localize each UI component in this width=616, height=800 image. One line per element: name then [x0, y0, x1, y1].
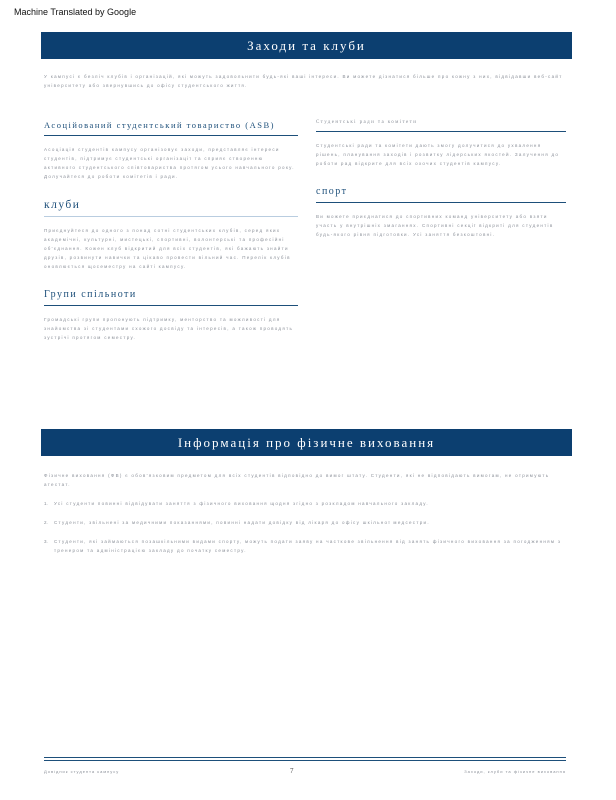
page-footer [44, 767, 566, 775]
section-heading: Групи спільноти [44, 289, 137, 300]
footer-rule [44, 760, 566, 761]
section-body: Асоціація студентів кампусу організовує заходи, представляє інтереси студентів, підтримує студентські організації та сприяє створенню активного студентського співтовариства протягом усього навчального року. Долучайтеся до роботи комітетів і ради. [44, 147, 295, 179]
pe-intro-paragraph: Фізичне виховання (ФВ) є обов'язковим предметом для всіх студентів відповідно до вимог штату. Студенти, які не відповідають вимогам, не отримують атестат. [44, 473, 550, 487]
section-divider [44, 135, 298, 136]
list-marker: 2. [44, 520, 48, 525]
pe-info-section [44, 471, 568, 565]
section-body: Студентські ради та комітети дають змогу долучитися до ухвалення рішень, планування заходів і розвитку лідерських якостей. Залучення до роботи рад відкрите для всіх охочих студентів кампусу. [316, 143, 560, 166]
events-clubs-banner: Заходи та клуби [41, 32, 572, 59]
pe-list [44, 499, 568, 555]
left-column [44, 120, 298, 360]
section-heading: Асоційований студентський товариство (ASB) [44, 120, 275, 130]
section-body: Громадські групи пропонують підтримку, менторство та можливості для знайомства зі студентами схожого досвіду та інтересів, а також проводять зустрічі протягом семестру. [44, 317, 294, 340]
intro-paragraph: У кампусі є безліч клубів і організацій, які можуть задовольнити будь-які ваші інтереси. Ви можете дізнатися більше про кожну з них, відвідавши веб-сайт університету або звернувшись до офісу студентського життя. [44, 74, 563, 88]
section-sports [316, 186, 566, 239]
physical-education-banner: Інформація про фізичне виховання [41, 429, 572, 456]
section-clubs [44, 199, 298, 271]
section-heading: Студентські ради та комітети [316, 120, 418, 125]
list-item [44, 537, 568, 555]
section-body: Ви можете приєднатися до спортивних команд університету або взяти участь у внутрішніх змаганнях. Спортивні секції відкриті для студентів будь-якого рівня підготовки. Усі заняття безкоштовні. [316, 214, 554, 237]
section-asb [44, 120, 298, 181]
list-marker: 3. [44, 539, 48, 544]
section-heading: клуби [44, 199, 81, 211]
section-body: Приєднуйтеся до одного з понад сотні студентських клубів, серед яких академічні, культурні, мистецькі, спортивні, волонтерські та професійні об'єднання. Кожен клуб відкритий для всіх студентів, які бажають знайти друзів, розвинути навички та цікаво провести вільний час. Перелік клубів оновлюється щосеместру на сайті кампусу. [44, 228, 291, 269]
footer-left-text: Довідник студента кампусу [44, 768, 120, 774]
section-divider [316, 202, 566, 203]
section-divider [316, 131, 566, 132]
right-column [316, 120, 566, 257]
page-number: 7 [289, 767, 294, 775]
section-student-councils [316, 120, 566, 168]
section-heading: спорт [316, 186, 348, 197]
list-item-text: Студенти, звільнені за медичними показаннями, повинні надати довідку від лікаря до офісу шкільної медсестри. [54, 520, 430, 525]
list-marker: 1. [44, 501, 48, 506]
section-community-groups [44, 289, 298, 342]
section-divider [44, 216, 298, 217]
machine-translated-label: Machine Translated by Google [14, 7, 137, 17]
list-item-text: Усі студенти повинні відвідувати заняття з фізичного виховання щодня згідно з розкладом навчального закладу. [54, 501, 429, 506]
section-divider [44, 305, 298, 306]
list-item-text: Студенти, які займаються позашкільними видами спорту, можуть подати заяву на часткове звільнення від занять фізичного виховання за погодженням з тренером та адміністрацією закладу до початку семестру. [54, 539, 562, 553]
list-item [44, 499, 568, 508]
footer-right-text: Заходи, клуби та фізичне виховання [464, 768, 566, 774]
list-item [44, 518, 568, 527]
footer-rule [44, 757, 566, 758]
